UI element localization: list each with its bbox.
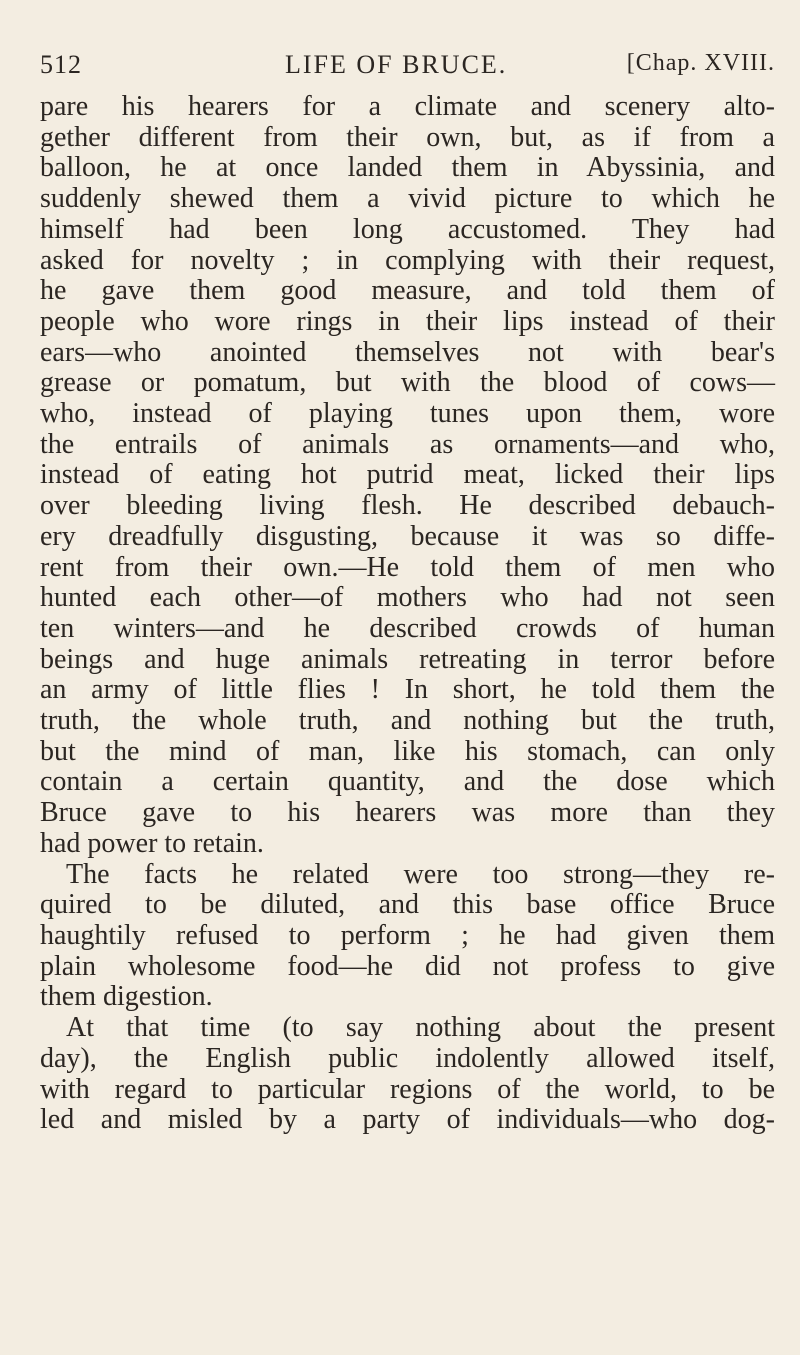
text-line: gether different from their own, but, as if from a xyxy=(40,121,775,153)
paragraph-start-line: At that time (to say nothing about the present xyxy=(66,1012,775,1044)
text-line: asked for novelty ; in complying with their request, xyxy=(40,244,775,276)
text-line: led and misled by a party of individuals—who dog- xyxy=(40,1104,775,1136)
paragraph-start-line: The facts he related were too strong—they re- xyxy=(66,858,775,890)
text-line: rent from their own.—He told them of men who xyxy=(40,551,775,583)
text-line: but the mind of man, like his stomach, can only xyxy=(40,735,775,767)
text-line: beings and huge animals retreating in terror before xyxy=(40,643,775,675)
text-line: grease or pomatum, but with the blood of cows— xyxy=(40,367,775,399)
book-page xyxy=(40,50,775,1136)
text-line: ery dreadfully disgusting, because it was so diffe- xyxy=(40,520,775,552)
text-line: he gave them good measure, and told them of xyxy=(40,275,775,307)
text-line: balloon, he at once landed them in Abyssinia, and xyxy=(40,152,775,184)
text-line: Bruce gave to his hearers was more than they xyxy=(40,797,775,829)
text-line: who, instead of playing tunes upon them, wore xyxy=(40,398,775,430)
text-line: instead of eating hot putrid meat, licked their lips xyxy=(40,459,775,491)
text-line: pare his hearers for a climate and scenery alto- xyxy=(40,91,775,122)
text-line: contain a certain quantity, and the dose which xyxy=(40,766,775,798)
running-title: LIFE OF BRUCE. xyxy=(285,50,508,79)
text-line: haughtily refused to perform ; he had given them xyxy=(40,919,775,951)
text-line: with regard to particular regions of the world, to be xyxy=(40,1073,775,1105)
text-line: himself had been long accustomed. They had xyxy=(40,213,775,245)
running-head xyxy=(40,50,775,86)
text-line: quired to be diluted, and this base office Bruce xyxy=(40,889,775,921)
text-line: day), the English public indolently allowed itself, xyxy=(40,1042,775,1074)
text-line: the entrails of animals as ornaments—and who, xyxy=(40,428,775,460)
paragraph-end-line: had power to retain. xyxy=(40,827,264,859)
page-number: 512 xyxy=(40,50,82,79)
text-line: over bleeding living flesh. He described debauch- xyxy=(40,490,775,522)
body-text xyxy=(40,92,775,1136)
text-line: an army of little flies ! In short, he told them the xyxy=(40,674,775,706)
text-line: plain wholesome food—he did not profess to give xyxy=(40,950,775,982)
chapter-reference: [Chap. XVIII. xyxy=(626,50,775,76)
text-line: suddenly shewed them a vivid picture to which he xyxy=(40,183,775,215)
text-line: ears—who anointed themselves not with bear's xyxy=(40,336,775,368)
text-line: truth, the whole truth, and nothing but the truth, xyxy=(40,705,775,737)
paragraph-end-line: them digestion. xyxy=(40,981,213,1013)
text-line: hunted each other—of mothers who had not seen xyxy=(40,582,775,614)
text-line: ten winters—and he described crowds of human xyxy=(40,612,775,644)
text-line: people who wore rings in their lips instead of their xyxy=(40,305,775,337)
